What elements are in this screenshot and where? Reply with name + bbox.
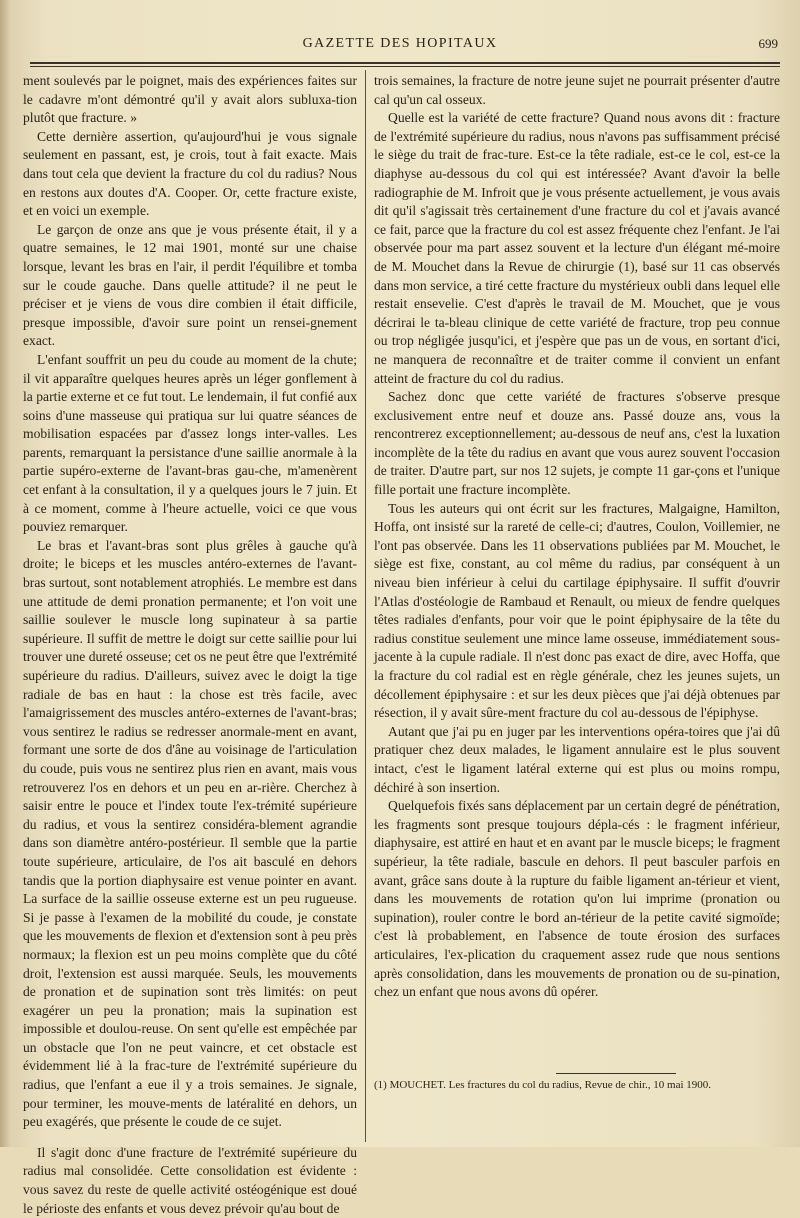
paragraph: Cette dernière assertion, qu'aujourd'hui je vous signale seulement en passant, est, je crois, tout à fait exacte. Mais dans tout cela que devient la fracture du col du radius? Nous en restons aux doutes d'A. Cooper. Or, cette fracture existe, et en voici un exemple. — [23, 128, 357, 219]
right-column — [374, 72, 780, 1002]
paragraph: Tous les auteurs qui ont écrit sur les fractures, Malgaigne, Hamilton, Hoffa, ont insisté sur la rareté de celle-ci; d'autres, Coulon, Voillemier, ne l'ont pas observée. Dans les 11 observations publiées par M. Mouchet, le siège est fixe, constant, au col même du radius, par conséquent à un niveau bien inférieur à celui du cartilage épiphysaire. Il suffit d'ouvrir l'Atlas d'ostéologie de Rambaud et Renault, ou mieux de fendre quelques têtes radiales d'enfants, pour voir que le point épiphysaire de la tête du radius constitue seulement une mince lame osseuse, immédiatement sous-jacente à la cupule radiale. Il n'est donc pas exact de dire, avec Hoffa, que la fracture du col radial est en règle générale, chez les jeunes sujets, un décollement épiphysaire : et sur les deux pièces que j'ai déjà obtenues par résection, il y avait sûre-ment fracture du col au-dessous de l'épiphyse. — [374, 500, 780, 721]
paragraph: Quelle est la variété de cette fracture? Quand nous avons dit : fracture de l'extrémité supérieure du radius, nous n'avons pas suffisamment précisé le siège du trait de frac-ture. Est-ce la tête radiale, est-ce le col, est-ce la diaphyse au-dessous du col qui est intéressée? Avant d'avoir la belle radiographie de M. Infroit que je vous présente actuellement, je vous avais dit qu'il s'agissait très certainement d'une fracture du col et j'avais avancé ce fait, parce que la fracture du col est assez fréquente chez l'enfant. Je l'ai observée pour ma part assez souvent et la lecture d'un élégant mé-moire de M. Mouchet dans la Revue de chirurgie (1), basé sur 11 cas observés dans mon service, a tiré cette fracture du mystérieux oubli dans lequel elle restait ensevelie. C'est d'après le travail de M. Mouchet, que je vous décrirai le ta-bleau clinique de cette variété de fracture, trop peu connue ou trop négligée jusqu'ici, et j'espère que pas un de vous, en sortant d'ici, ne manquera de reconnaître et de traiter comme il convient un enfant atteint de fracture du col du radius. — [374, 110, 780, 386]
footnote: (1) MOUCHET. Les fractures du col du radius, Revue de chir., 10 mai 1900. — [374, 1079, 712, 1091]
paragraph: Quelquefois fixés sans déplacement par un certain degré de pénétration, les fragments sont presque toujours dépla-cés : le fragment inférieur, diaphysaire, est attiré en haut et en avant par le muscle biceps; le fragment supérieur, la tête radiale, bascule en dehors. Il peut basculer parfois en avant, grâce sans doute à la rupture du faible ligament an-térieur et vient, dans les mouvements de rotation qu'on lui imprime (pronation ou supination), rouler contre le bord an-térieur de la petite cavité sigmoïde; c'est là probablement, en l'absence de toute érosion des surfaces articulaires, l'ex-plication du craquement assez rude que nous sentions après consolidation, dans les mouvements de pronation ou de su-pination, chez un enfant que nous avons dû opérer. — [374, 798, 780, 1000]
paragraph: Sachez donc que cette variété de fractures s'observe presque exclusivement entre neuf et douze ans. Passé douze ans, vous la rencontrerez exceptionnellement; au-dessous de neuf ans, c'est la luxation incomplète de la tête du radius en avant que vous aurez souvent l'occasion de traiter. D'autre part, sur nos 12 sujets, je compte 11 gar-çons et l'unique fille portait une fracture incomplète. — [374, 389, 780, 498]
paragraph: Le bras et l'avant-bras sont plus grêles à gauche qu'à droite; le biceps et les muscles antéro-externes de l'avant-bras surtout, sont notablement atrophiés. Le membre est dans une attitude de demi pronation permanente; et l'on voit une saillie soulever le muscle long supinateur à sa partie supérieure. Il suffit de mettre le doigt sur cette saillie pour lui trouver une dureté osseuse; cet os ne peut être que l'extrémité supérieure du radius. D'ailleurs, suivez avec le doigt la tige radiale de bas en haut : la chose est très facile, avec l'amaigrissement des muscles antéro-externes de l'avant-bras; vous sentirez le radius se redresser anormale-ment en avant, formant une sorte de dos d'âne au voisinage de l'articulation du coude, puis vous ne sentirez plus rien en avant, mais vous retrouverez l'os en dehors et un peu en ar-rière. Cherchez à saisir entre le pouce et l'index toute l'ex-trémité supérieure du radius, et vous la sentirez considéra-blement agrandie dans son diamètre antéro-postérieur. Il semble que la partie toute supérieure, articulaire, de l'os ait basculé en dehors tandis que la portion diaphysaire est venue pointer en avant. La surface de la saillie osseuse externe est un peu rugueuse. Si je passe à l'examen de la mobilité du coude, je constate que les mouvements de flexion et d'extension sont à peu près normaux; la flexion est un peu moins complète que du côté droit, l'extension est aussi marquée. Seuls, les mouvements de pronation et de supination sont très limités: on peut exagérer un peu la pronation; mais la supination est impossible et doulou-reuse. On sent qu'elle est empêchée par un obstacle que l'on ne peut vaincre, et cet obstacle est évidemment lié à la frac-ture de l'extrémité supérieure du radius, que l'enfant a eue il y a trois semaines. Je signale, pour terminer, les mouve-ments de latéralité en dehors, un peu exagérés, que présente le coude de ce sujet. — [23, 537, 357, 1130]
header-rule-thin — [30, 66, 780, 67]
publication-title: GAZETTE DES HOPITAUX — [302, 36, 498, 51]
column-divider — [365, 70, 366, 1142]
left-column — [23, 72, 357, 1218]
page-binding-shadow — [0, 0, 10, 1147]
paragraph: ment soulevés par le poignet, mais des expériences faites sur le cadavre m'ont démontré qu'il y avait alors subluxa-tion plutôt que fracture. » — [23, 73, 357, 126]
paragraph: Autant que j'ai pu en juger par les interventions opéra-toires que j'ai dû pratiquer chez deux malades, le ligament annulaire est le plus souvent intact, c'est le ligament latéral externe qui est plus ou moins rompu, déchiré à son insertion. — [374, 723, 780, 795]
paragraph: Le garçon de onze ans que je vous présente était, il y a quatre semaines, le 12 mai 1901, monté sur une chaise lorsque, levant les bras en l'air, il perdit l'équilibre et tomba sur le coude gauche. Dans quelle attitude? il ne peut le préciser et je viens de vous dire combien il était difficile, presque impossible, d'avoir sure point un rensei-gnement exact. — [23, 221, 357, 349]
paragraph: L'enfant souffrit un peu du coude au moment de la chute; il vit apparaître quelques heures après un léger gonflement à la partie externe et ce fut tout. Le lendemain, il fut confié aux soins d'une masseuse qui pratiqua sur lui quatre séances de mobilisation espacées par d'assez longs inter-valles. Les parents, remarquant la persistance d'une saillie anormale à la partie supéro-externe de l'avant-bras gau-che, m'amenèrent cet enfant à la consultation, il y a quelques jours le 7 juin. Et à ce moment, comme à l'heure actuelle, voici ce que vous pouviez remarquer. — [23, 351, 357, 535]
paragraph: Il s'agit donc d'une fracture de l'extrémité supérieure du radius mal consolidée. Cette consolidation est évidente : vous savez du reste de quelle activité ostéogénique est doué le périoste des enfants et vous devez prévoir qu'au bout de — [23, 1144, 357, 1216]
page-number: 699 — [758, 36, 778, 51]
paragraph: trois semaines, la fracture de notre jeune sujet ne pourrait présenter d'autre cal qu'un cal osseux. — [374, 73, 780, 107]
paragraph-gap — [23, 1132, 357, 1144]
page-header — [0, 30, 800, 58]
header-rule — [30, 62, 780, 64]
footnote-rule — [556, 1073, 676, 1074]
